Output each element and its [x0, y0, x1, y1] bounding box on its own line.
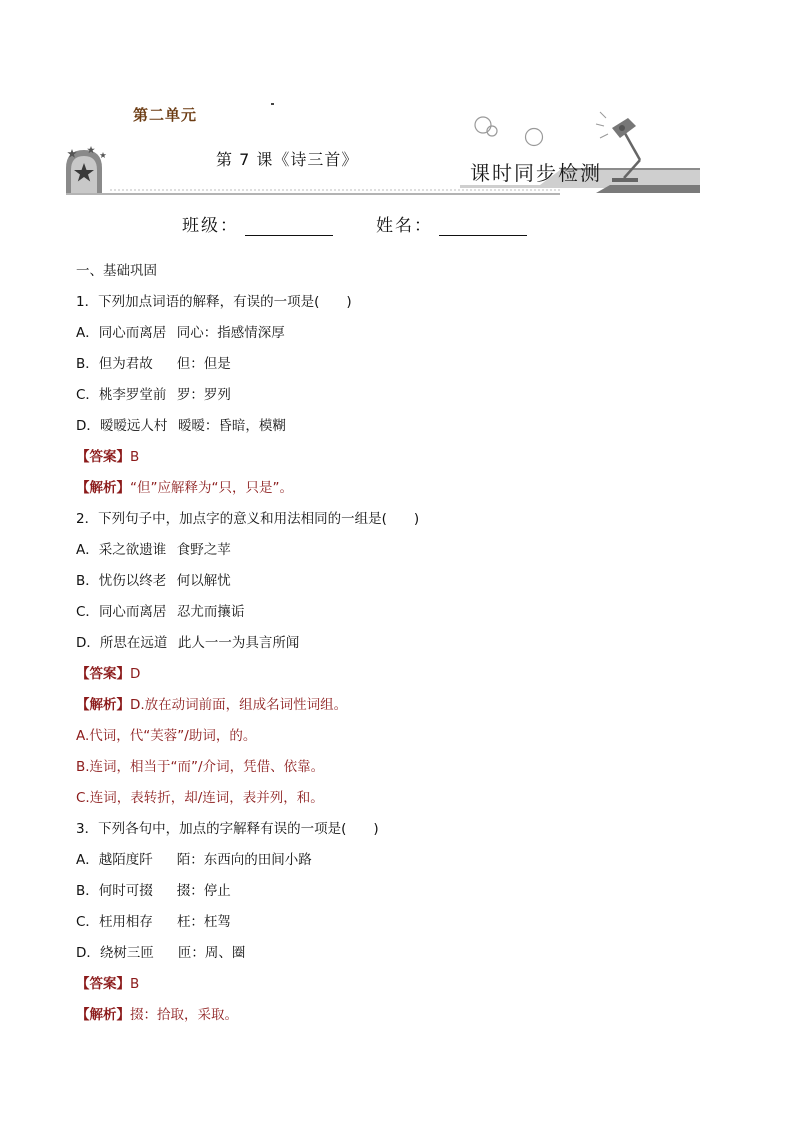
class-blank: [245, 219, 333, 236]
question-1-stem: 1．下列加点词语的解释，有误的一项是( ): [76, 294, 352, 310]
option-row: C．同心而离居 忍尤而攘诟: [76, 604, 245, 620]
class-field: [182, 211, 333, 236]
analysis-3: 【解析】掇：拾取，采取。: [76, 1007, 238, 1023]
option-row: D．暧暧远人村 暧暧：昏暗，模糊: [76, 418, 286, 434]
sync-check-title: 课时同步检测: [470, 161, 602, 185]
option-row: A．同心而离居 同心：指感情深厚: [76, 325, 285, 341]
answer-2: 【答案】D: [76, 666, 141, 682]
analysis-1: 【解析】“但”应解释为“只，只是”。: [76, 480, 293, 496]
question-3-stem: 3．下列各句中，加点的字解释有误的一项是( ): [76, 821, 379, 837]
option-row: B．忧伤以终老 何以解忧: [76, 573, 231, 589]
analysis-2-line: A.代词，代“芙蓉”/助词，的。: [76, 728, 257, 744]
option-row: B．何时可掇 掇：停止: [76, 883, 231, 899]
option-row: D．绕树三匝 匝：周、圈: [76, 945, 246, 961]
unit-label: 第二单元: [133, 106, 198, 124]
option-row: C．枉用相存 枉：枉驾: [76, 914, 231, 930]
header-banner: [0, 0, 794, 205]
analysis-2: 【解析】D.放在动词前面，组成名词性词组。: [76, 697, 348, 713]
class-label: 班级：: [182, 216, 239, 236]
question-2-stem: 2．下列句子中，加点字的意义和用法相同的一组是( ): [76, 511, 420, 527]
answer-1: 【答案】B: [76, 449, 140, 465]
option-row: B．但为君故 但：但是: [76, 356, 231, 372]
analysis-2-line: C.连词，表转折，却/连词，表并列，和。: [76, 790, 324, 806]
answer-3: 【答案】B: [76, 976, 140, 992]
analysis-2-line: B.连词，相当于“而”/介词，凭借、依靠。: [76, 759, 325, 775]
star-badge-icon: [66, 146, 106, 193]
option-row: C．桃李罗堂前 罗：罗列: [76, 387, 231, 403]
option-row: A．采之欲遗谁 食野之苹: [76, 542, 231, 558]
lesson-title: 第 7 课《诗三首》: [216, 150, 359, 169]
question-list: [76, 256, 756, 1031]
name-blank: [439, 219, 527, 236]
section-title: 一、基础巩固: [76, 263, 157, 279]
name-label: 姓名：: [376, 216, 433, 236]
option-row: D．所思在远道 此人一一为具言所闻: [76, 635, 300, 651]
name-field: [376, 211, 527, 236]
option-row: A．越陌度阡 陌：东西向的田间小路: [76, 852, 312, 868]
